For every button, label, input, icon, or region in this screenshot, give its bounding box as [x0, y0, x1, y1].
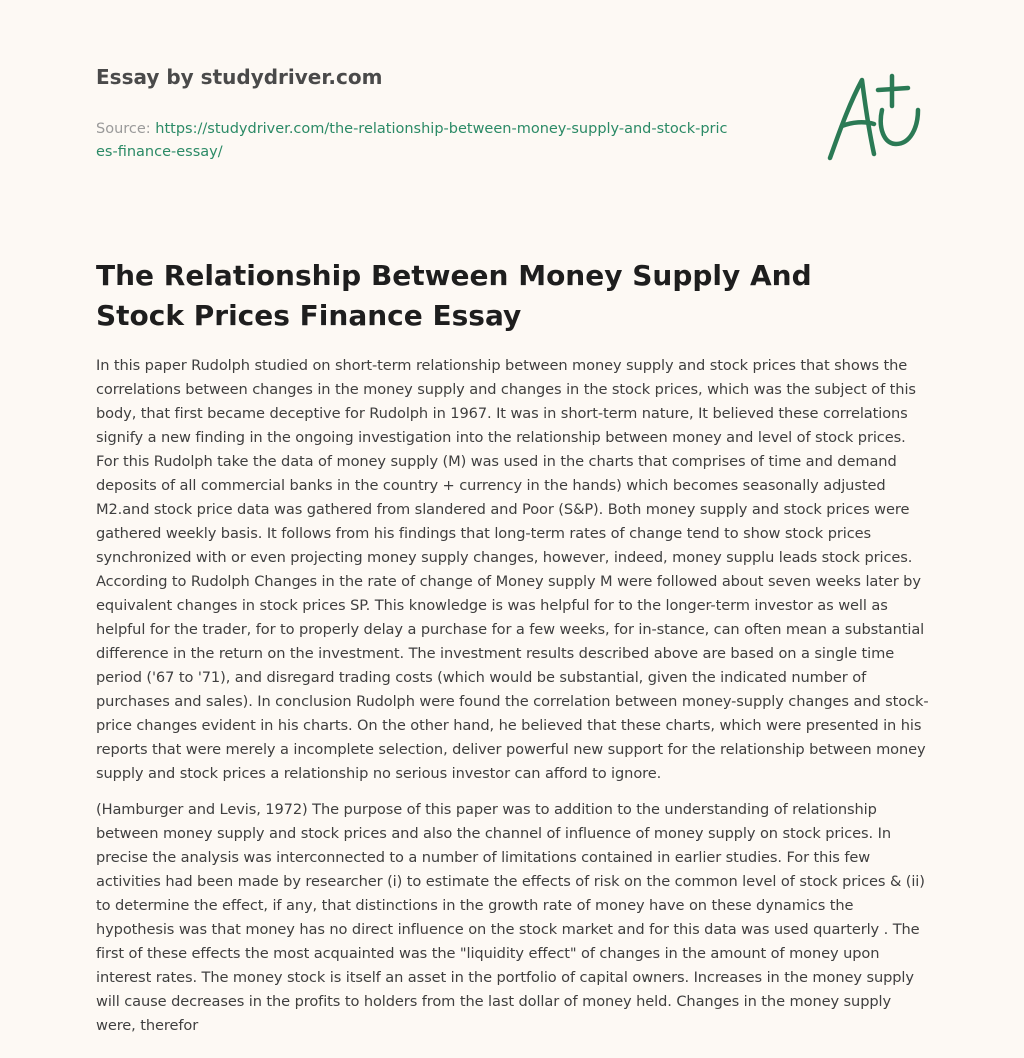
essay-paragraph-2: (Hamburger and Levis, 1972) The purpose of this paper was to addition to the understanding of relationship between money supply and stock prices and also the channel of influence of money supply on stock prices. In precise the analysis was interconnected to a number of limitations contained in earlier studies. For this few activities had been made by researcher (i) to estimate the effects of risk on the common level of stock prices & (ii) to determine the effect, if any, that distinctions in the growth rate of money have on these dynamics the hypothesis was that money has no direct influence on the stock market and for this data was used quarterly . The first of these effects the most acquainted was the "liquidity effect" of changes in the amount of money upon interest rates. The money stock is itself an asset in the portfolio of capital owners. Increases in the money supply will cause decreases in the profits to holders from the last dollar of money held. Changes in the money supply were, therefor [96, 801, 925, 1034]
site-brand: Essay by studydriver.com [96, 65, 383, 89]
a-plus-logo-icon [822, 66, 928, 164]
page-header [96, 62, 776, 164]
source-line [96, 118, 736, 164]
a-plus-logo [822, 66, 928, 164]
essay-body [96, 354, 932, 1044]
source-link[interactable]: https://studydriver.com/the-relationship-between-money-supply-and-stock-prices-finance-essay/ [96, 121, 728, 160]
essay-paragraph-1: In this paper Rudolph studied on short-term relationship between money supply and stock prices that shows the correlations between changes in the money supply and changes in the stock prices, which was the subject of this body, that first became deceptive for Rudolph in 1967. It was in short-term nature, It believed these correlations signify a new finding in the ongoing investigation into the relationship between money and level of stock prices. For this Rudolph take the data of money supply (M) was used in the charts that comprises of time and demand deposits of all commercial banks in the country + currency in the hands) which becomes seasonally adjusted M2.and stock price data was gathered from slandered and Poor (S&P). Both money supply and stock prices were gathered weekly basis. It follows from his findings that long-term rates of change tend to show stock prices synchronized with or even projecting money supply changes, however, indeed, money supplu leads stock prices. According to Rudolph Changes in the rate of change of Money supply M were followed about seven weeks later by equivalent changes in stock prices SP. This knowledge is was helpful for to the longer-term investor as well as helpful for the trader, for to properly delay a purchase for a few weeks, for in-stance, can often mean a substantial difference in the return on the investment. The investment results described above are based on a single time period ('67 to '71), and disregard trading costs (which would be substantial, given the indicated number of purchases and sales). In conclusion Rudolph were found the correlation between money-supply changes and stock-price changes evident in his charts. On the other hand, he believed that these charts, which were presented in his reports that were merely a incomplete selection, deliver powerful new support for the relationship between money supply and stock prices a relationship no serious investor can afford to ignore. [96, 357, 929, 782]
essay-title: The Relationship Between Money Supply And Stock Prices Finance Essay [96, 259, 812, 332]
source-label: Source: [96, 121, 156, 137]
